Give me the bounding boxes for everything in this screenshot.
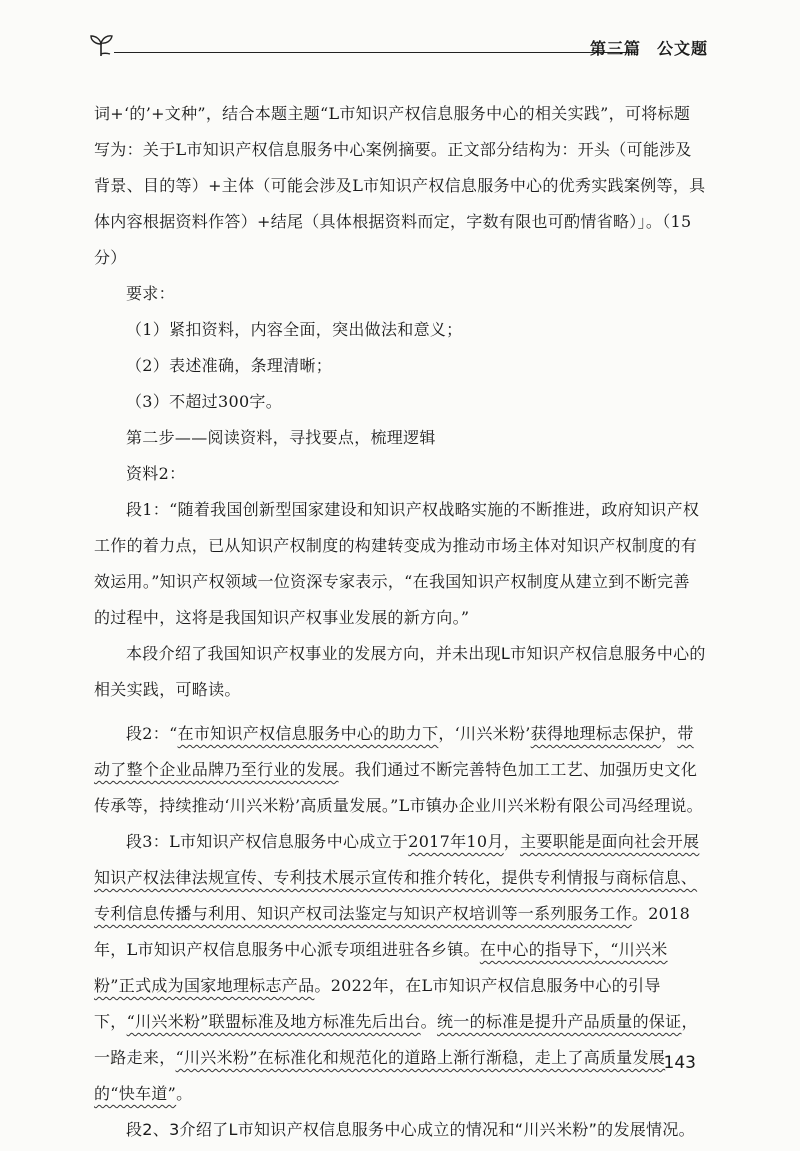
key-point-underline: 在中心的指导下，“川兴米粉”正式成为国家地理标志产品 (94, 940, 668, 995)
key-point-underline: 主要职能是面向社会开展知识产权法律法规宣传、专利技术展示宣传和推介转化，提供专利情报与商标信息、专利信息传播与利用、知识产权司法鉴定与知识产权培训等一系列服务工作 (94, 832, 700, 923)
key-point-underline: 获得地理标志保护 (530, 724, 662, 743)
key-point-underline: 2017年10月 (408, 832, 504, 851)
header-rule (114, 52, 634, 53)
requirement-item: （3）不超过300字。 (126, 392, 283, 411)
key-point-underline: “川兴米粉”在标准化和规范化的道路上渐行渐稳，走上了高质量发展的“快车道” (94, 1048, 666, 1103)
sprout-icon (88, 32, 114, 58)
key-point-underline: 统一的标准是提升产品质量的保证 (436, 1012, 682, 1031)
material-paragraph-3: 段3：L市知识产权信息服务中心成立于2017年10月，主要职能是面向社会开展知识产权法律法规宣传、专利技术展示宣传和推介转化，提供专利情报与商标信息、专利信息传播与利用、知识产权司法鉴定与知识产权培训等一系列服务工作。2018年，L市知识产权信息服务中心派专项组进驻各乡镇。在中心的指导下，“川兴米粉”正式成为国家地理标志产品。2022年，在L市知识产权信息服务中心的引导下，“川兴米粉”联盟标准及地方标准先后出台。统一的标准是提升产品质量的保证，一路走来，“川兴米粉”在标准化和规范化的道路上渐行渐稳，走上了高质量发展的“快车道”。 (94, 832, 700, 1103)
intro-paragraph: 词+‘的’+文种”，结合本题主题“L市知识产权信息服务中心的相关实践”，可将标题写为：关于L市知识产权信息服务中心案例摘要。正文部分结构为：开头（可能涉及背景、目的等）+主体（可能会涉及L市知识产权信息服务中心的优秀实践案例等，具体内容根据资料作答）+结尾（具体根据资料而定，字数有限也可酌情省略）」。（15分） (94, 104, 706, 267)
key-point-underline: “川兴米粉”联盟标准及地方标准先后出台 (126, 1012, 421, 1031)
requirement-item: （1）紧扣资料，内容全面，突出做法和意义； (126, 320, 463, 339)
material-label: 资料2： (126, 464, 186, 483)
requirements-label: 要求： (126, 284, 175, 303)
material-paragraph-1: 段1：“随着我国创新型国家建设和知识产权战略实施的不断推进，政府知识产权工作的着力点，已从知识产权制度的构建转变成为推动市场主体对知识产权制度的有效运用。”知识产权领域一位资深专家表示，“在我国知识产权制度从建立到不断完善的过程中，这将是我国知识产权事业发展的新方向。” (94, 500, 700, 627)
part-label: 第三篇 (589, 39, 641, 58)
page-header (88, 30, 708, 64)
page-body (94, 96, 706, 1148)
analysis-paragraph-1: 本段介绍了我国知识产权事业的发展方向，并未出现L市知识产权信息服务中心的相关实践，可略读。 (94, 644, 706, 699)
key-point-underline: 在市知识产权信息服务中心的助力下 (177, 724, 439, 743)
material-paragraph-2: 段2：“在市知识产权信息服务中心的助力下，‘川兴米粉’获得地理标志保护，带动了整个企业品牌乃至行业的发展。我们通过不断完善特色加工工艺、加强历史文化传承等，持续推动‘川兴米粉’高质量发展。”L市镇办企业川兴米粉有限公司冯经理说。 (94, 724, 703, 815)
requirement-item: （2）表述准确，条理清晰； (126, 356, 333, 375)
key-point-underline: 带动了整个企业品牌乃至行业的发展 (94, 724, 694, 779)
chapter-title (590, 36, 708, 59)
page-number: 143 (663, 1053, 696, 1073)
step-heading: 第二步——阅读资料，寻找要点，梳理逻辑 (126, 428, 436, 447)
section-label: 公文题 (656, 39, 708, 58)
analysis-paragraph-2: 段2、3介绍了L市知识产权信息服务中心成立的情况和“川兴米粉”的发展情况。 (126, 1120, 695, 1139)
